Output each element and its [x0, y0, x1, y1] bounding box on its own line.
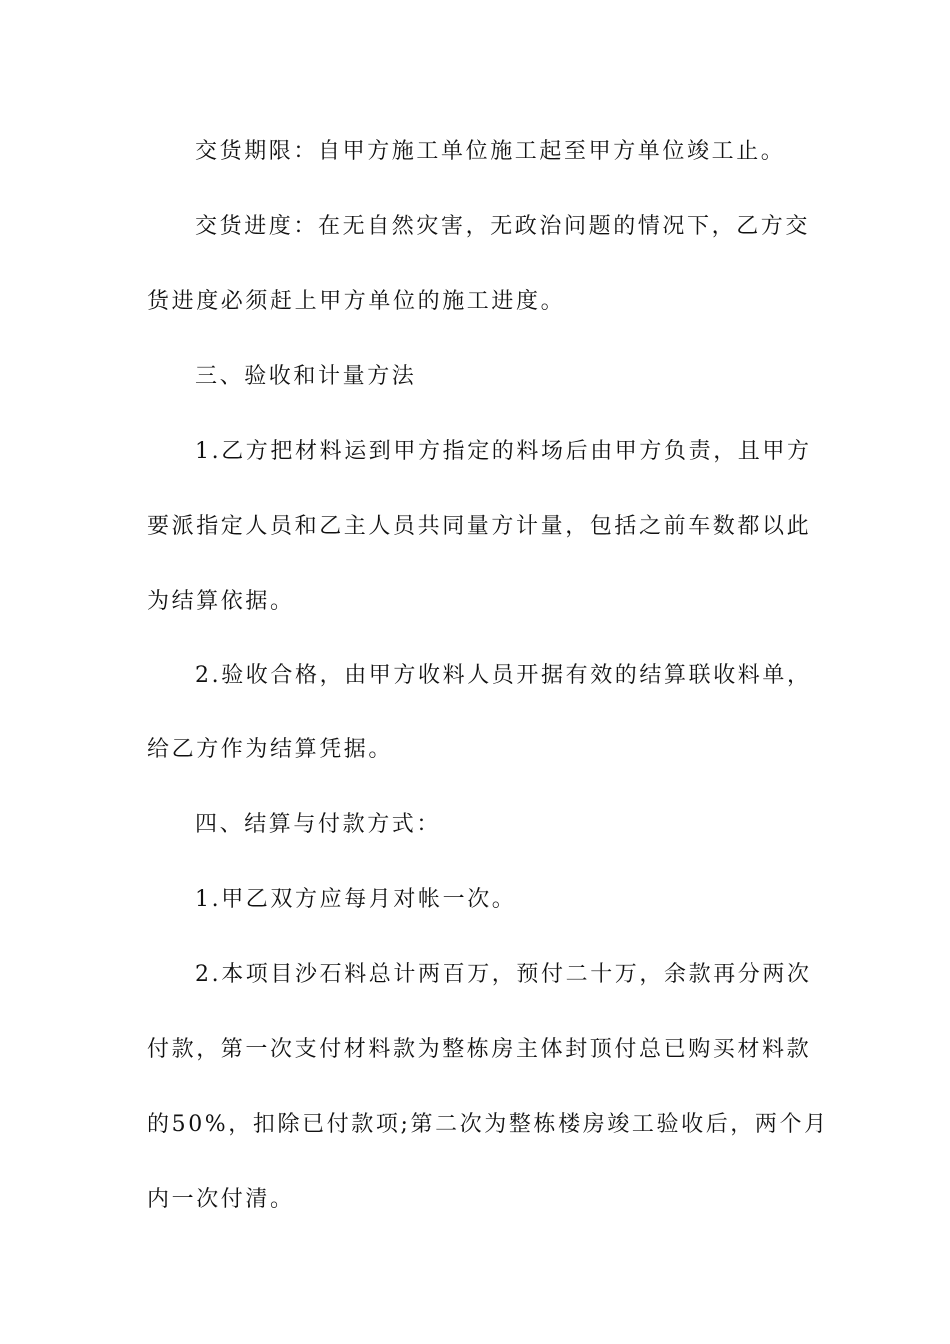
settlement-item2-line-2: 付款，第一次支付材料款为整栋房主体封顶付总已购买材料款	[147, 1037, 812, 1062]
delivery-deadline-line: 交货期限：自甲方施工单位施工起至甲方单位竣工止。	[195, 139, 786, 164]
acceptance-item2-line-2: 给乙方作为结算凭据。	[147, 737, 394, 762]
section-heading-settlement: 四、结算与付款方式：	[195, 812, 442, 837]
settlement-item2-line-1: 2.本项目沙石料总计两百万，预付二十万，余款再分两次	[195, 962, 812, 987]
settlement-item2-line-4: 内一次付清。	[147, 1187, 295, 1212]
acceptance-item1-line-1: 1.乙方把材料运到甲方指定的料场后由甲方负责，且甲方	[195, 439, 812, 464]
settlement-item1-line: 1.甲乙双方应每月对帐一次。	[195, 887, 517, 912]
acceptance-item2-line-1: 2.验收合格，由甲方收料人员开据有效的结算联收料单，	[195, 663, 812, 688]
section-heading-acceptance: 三、验收和计量方法	[195, 364, 417, 389]
delivery-progress-line-1: 交货进度：在无自然灾害，无政治问题的情况下，乙方交	[195, 214, 811, 239]
settlement-item2-line-3: 的50%，扣除已付款项;第二次为整栋楼房竣工验收后，两个月	[147, 1112, 829, 1137]
acceptance-item1-line-3: 为结算依据。	[147, 589, 295, 614]
delivery-progress-line-2: 货进度必须赶上甲方单位的施工进度。	[147, 289, 566, 314]
acceptance-item1-line-2: 要派指定人员和乙主人员共同量方计量，包括之前车数都以此	[147, 514, 812, 539]
